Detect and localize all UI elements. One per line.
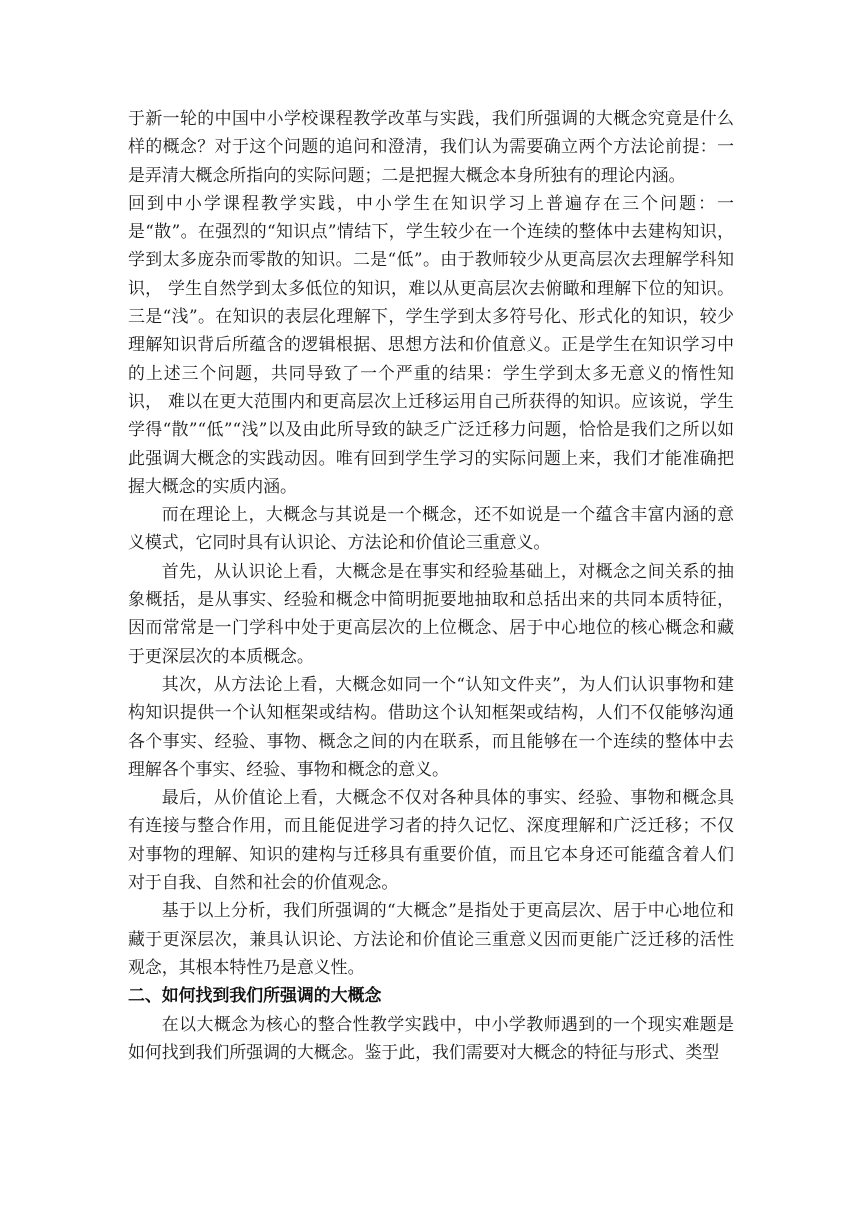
paragraph-closing: 在以大概念为核心的整合性教学实践中，中小学教师遇到的一个现实难题是如何找到我们所强调的大概念。鉴于此，我们需要对大概念的特征与形式、类型 (128, 1013, 734, 1062)
paragraph-epistemology: 首先，从认识论上看，大概念是在事实和经验基础上，对概念之间关系的抽象概括，是从事实、经验和概念中简明扼要地抽取和总括出来的共同本质特征， 因而常常是一门学科中处于更高层次的上位概念、居于中心地位的核心概念和藏于更深层次的本质概念。 (128, 560, 734, 666)
paragraph-three-problems: 回到中小学课程教学实践，中小学生在知识学习上普遍存在三个问题：一是“散”。在强烈的“知识点”情结下，学生较少在一个连续的整体中去建构知识，学到太多庞杂而零散的知识。二是“低”。由于教师较少从更高层次去理解学科知识， 学生自然学到太多低位的知识，难以从更高层次去俯瞰和理解下位的知识。三是“浅”。在知识的表层化理解下，学生学到太多符号化、形式化的知识，较少理解知识背后所蕴含的逻辑根据、思想方法和价值意义。正是学生在知识学习中的上述三个问题，共同导致了一个严重的结果：学生学到太多无意义的惰性知识， 难以在更大范围内和更高层次上迁移运用自己所获得的知识。应该说，学生学得“散”“低”“浅”以及由此所导致的缺乏广泛迁移力问题，恰恰是我们之所以如此强调大概念的实践动因。唯有回到学生学习的实际问题上来，我们才能准确把握大概念的实质内涵。 (128, 192, 734, 496)
paragraph-intro: 于新一轮的中国中小学校课程教学改革与实践，我们所强调的大概念究竟是什么样的概念？对于这个问题的追问和澄清，我们认为需要确立两个方法论前提：一是弄清大概念所指向的实际问题；二是把握大概念本身所独有的理论内涵。 (128, 108, 734, 185)
paragraph-theory: 而在理论上，大概念与其说是一个概念，还不如说是一个蕴含丰富内涵的意义模式，它同时具有认识论、方法论和价值论三重意义。 (128, 504, 734, 553)
paragraph-summary: 基于以上分析，我们所强调的“大概念”是指处于更高层次、居于中心地位和藏于更深层次，兼具认识论、方法论和价值论三重意义因而更能广泛迁移的活性观念，其根本特性乃是意义性。 (128, 900, 734, 977)
paragraph-axiology: 最后，从价值论上看，大概念不仅对各种具体的事实、经验、事物和概念具有连接与整合作用，而且能促进学习者的持久记忆、深度理解和广泛迁移；不仅对事物的理解、知识的建构与迁移具有重要价值，而且它本身还可能蕴含着人们对于自我、自然和社会的价值观念。 (128, 787, 734, 893)
paragraph-methodology: 其次，从方法论上看，大概念如同一个“认知文件夹”，为人们认识事物和建构知识提供一个认知框架或结构。借助这个认知框架或结构，人们不仅能够沟通各个事实、经验、事物、概念之间的内在联系，而且能够在一个连续的整体中去理解各个事实、经验、事物和概念的意义。 (128, 673, 734, 779)
document-body (128, 104, 734, 1066)
section-heading: 二、如何找到我们所强调的大概念 (128, 985, 382, 1006)
